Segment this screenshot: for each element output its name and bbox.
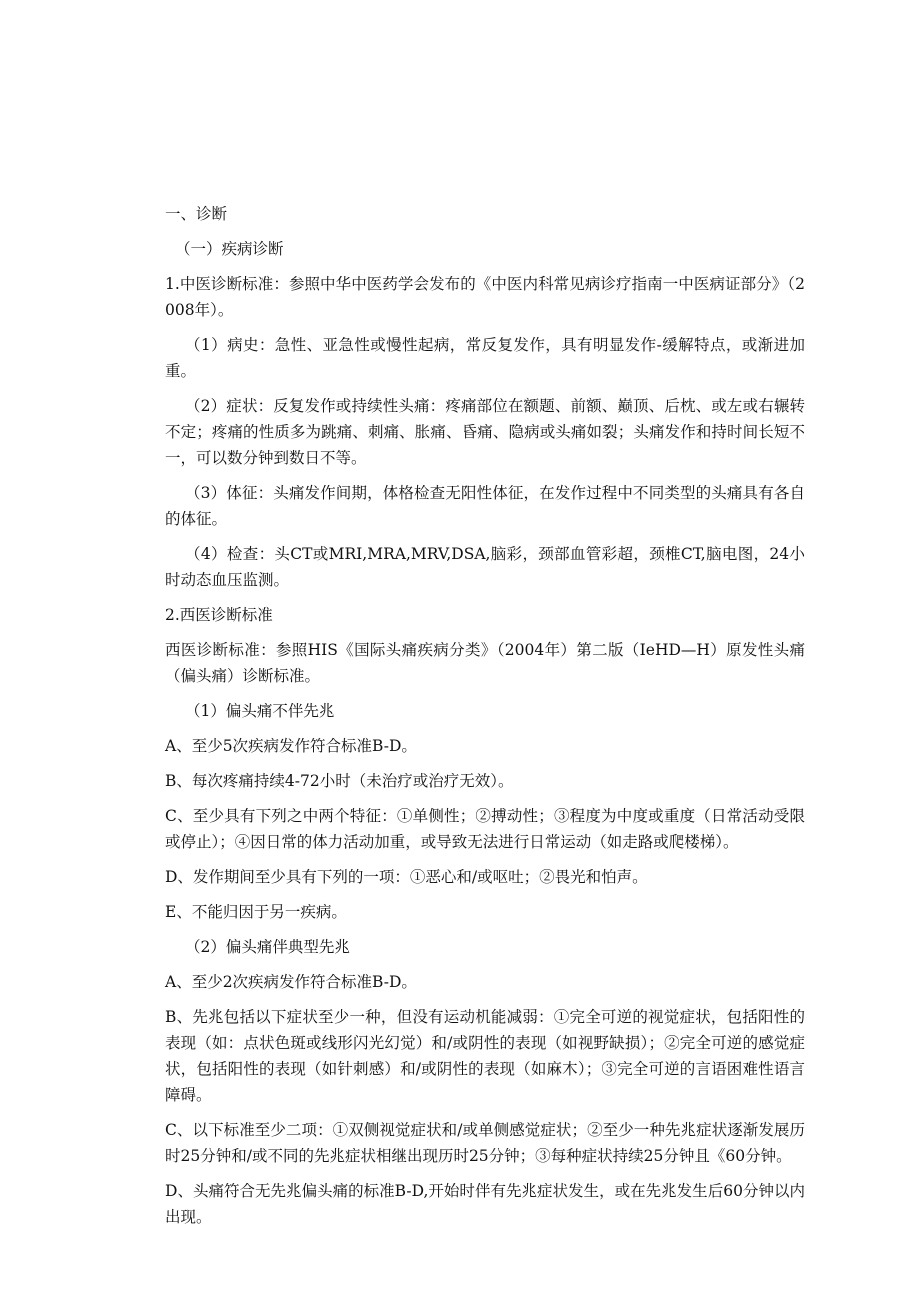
signs-paragraph: （3）体征：头痛发作间期，体格检查无阳性体征，在发作过程中不同类型的头痛具有各自的体征。 <box>165 484 805 528</box>
aura-criterion-d-paragraph: D、头痛符合无先兆偏头痛的标准B-D,开始时伴有先兆症状发生，或在先兆发生后60分钟以内出现。 <box>165 1182 805 1226</box>
tcm-criteria-paragraph: 1.中医诊断标准：参照中华中医药学会发布的《中医内科常见病诊疗指南一中医病证部分》（2008年）。 <box>165 275 805 319</box>
criterion-a-paragraph: A、至少5次疾病发作符合标准B-D。 <box>165 737 417 755</box>
western-criteria-paragraph: 西医诊断标准：参照HIS《国际头痛疾病分类》（2004年）第二版（IeHD—H）原发性头痛（偏头痛）诊断标准。 <box>165 641 805 685</box>
aura-criterion-b-paragraph: B、先兆包括以下症状至少一种，但没有运动机能减弱：①完全可逆的视觉症状，包括阳性的表现（如：点状色斑或线形闪光幻觉）和/或阴性的表现（如视野缺损）；②完全可逆的感觉症状，包括阳性的表现（如针刺感）和/或阴性的表现（如麻木）；③完全可逆的言语困难性语言障碍。 <box>165 1008 805 1104</box>
criterion-d-paragraph: D、发作期间至少具有下列的一项：①恶心和/或呕吐；②畏光和怕声。 <box>165 868 648 886</box>
migraine-without-aura-heading: （1）偏头痛不伴先兆 <box>185 702 335 720</box>
criterion-c-paragraph: C、至少具有下列之中两个特征：①单侧性；②搏动性；③程度为中度或重度（日常活动受限或停止）；④因日常的体力活动加重，或导致无法进行日常运动（如走路或爬楼梯）。 <box>165 807 805 851</box>
migraine-with-aura-heading: （2）偏头痛伴典型先兆 <box>185 938 350 956</box>
subheading-disease-diagnosis: （一）疾病诊断 <box>175 240 284 258</box>
history-paragraph: （1）病史：急性、亚急性或慢性起病，常反复发作，具有明显发作-缓解特点，或渐进加重。 <box>165 336 805 380</box>
examination-paragraph: （4）检查：头CT或MRI,MRA,MRV,DSA,脑彩，颈部血管彩超，颈椎CT,脑电图，24小时动态血压监测。 <box>165 545 805 589</box>
criterion-b-paragraph: B、每次疼痛持续4-72小时（未治疗或治疗无效）。 <box>165 772 514 790</box>
symptoms-paragraph: （2）症状：反复发作或持续性头痛：疼痛部位在额题、前额、巅顶、后枕、或左或右辗转不定；疼痛的性质多为跳痛、刺痛、胀痛、昏痛、隐病或头痛如裂；头痛发作和持时间长短不一，可以数分钟到数日不等。 <box>165 397 805 467</box>
aura-criterion-c-paragraph: C、以下标准至少二项：①双侧视觉症状和/或单侧感觉症状；②至少一种先兆症状逐渐发展历时25分钟和/或不同的先兆症状相继出现历时25分钟；③每种症状持续25分钟且《60分钟。 <box>165 1121 805 1165</box>
document-body <box>165 201 805 1239</box>
aura-criterion-a-paragraph: A、至少2次疾病发作符合标准B-D。 <box>165 973 417 991</box>
heading-diagnosis: 一、诊断 <box>165 205 228 223</box>
criterion-e-paragraph: E、不能归因于另一疾病。 <box>165 903 347 921</box>
western-criteria-heading: 2.西医诊断标准 <box>165 606 273 624</box>
